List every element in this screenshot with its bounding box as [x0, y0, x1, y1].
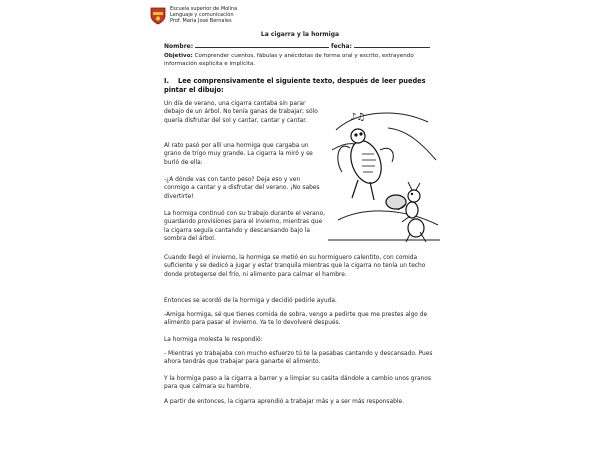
student-fields	[164, 41, 434, 51]
story-paragraph: Y la hormiga paso a la cigarra a barrer y a limpiar su casita dándole a cambio unos granos para que calmara su hambre.	[164, 376, 431, 391]
cicada-and-ant-illustration	[328, 100, 440, 254]
page-title: La cigarra y la hormiga	[260, 31, 340, 38]
objective-text: Comprender cuentos, fábulas y anécdotas de forma oral y escrito, extrayendo información explícita e implícita.	[164, 53, 414, 67]
story-paragraph: - Mientras yo trabajaba con mucho esfuerzo tú te la pasabas cantando y descansado. Pues ahora tendrás que trabajar para ganarte el alimento.	[164, 351, 433, 366]
school-name: Escuela superior de Molina	[170, 6, 238, 12]
story-paragraph: -Amiga hormiga, sé que tienes comida de sobra, vengo a pedirte que me prestes algo de alimento para pasar el invierno. Ya te lo devolveré después.	[164, 312, 428, 327]
story-paragraph: Entonces se acordó de la hormiga y decidió pedirle ayuda.	[164, 298, 337, 304]
story-paragraph: -¿A dónde vas con tanto peso? Deja eso y ven conmigo a cantar y a disfrutar del verano. ¡No sabes divertirte!	[164, 177, 320, 200]
instruction-text: Lee comprensivamente el siguiente texto, después de leer puedes pintar el dibujo:	[164, 77, 426, 94]
story-paragraph: La hormiga molesta le respondió:	[164, 337, 263, 343]
school-crest-icon	[150, 7, 166, 25]
objective-label: Objetivo:	[164, 53, 193, 59]
subject-name: Lenguaje y comunicación	[170, 12, 234, 18]
instruction-number: I.	[164, 77, 169, 85]
cicada-drawing	[338, 129, 393, 200]
story-paragraph: A partir de entonces, la cigarra aprendió a trabajar más y a ser más responsable.	[164, 399, 404, 405]
story-paragraph: Al rato pasó por allí una hormiga que cargaba un grano de trigo muy grande. La cigarra la miró y se burló de ella:	[164, 143, 313, 166]
story-paragraph: La hormiga continuó con su trabajo durante el verano, guardando provisiones para el invierno, mientras que la cigarra seguía cantando y descansando bajo la sombra del árbol.	[164, 211, 325, 242]
name-field[interactable]	[195, 41, 329, 48]
instruction	[164, 77, 440, 95]
story-paragraph: Un día de verano, una cigarra cantaba sin parar debajo de un árbol. No tenía ganas de trabajar; sólo quería disfrutar del sol y cantar, cantar y cantar.	[164, 101, 318, 124]
date-field[interactable]	[354, 41, 430, 48]
school-info	[170, 6, 237, 24]
date-label: fecha:	[330, 43, 352, 50]
name-label: Nombre:	[164, 43, 194, 50]
objective	[164, 53, 436, 68]
story-paragraph: Cuando llegó el invierno, la hormiga se metió en su hormiguero calentito, con comida suficiente y se dedicó a jugar y estar tranquila mientras que la cigarra no tenía un techo donde protegerse del frío, ni alimento para calmar el hambre.	[164, 255, 426, 278]
svg-text:♪♫: ♪♫	[350, 112, 366, 123]
teacher-name: Prof. María José Bernales	[170, 18, 232, 24]
